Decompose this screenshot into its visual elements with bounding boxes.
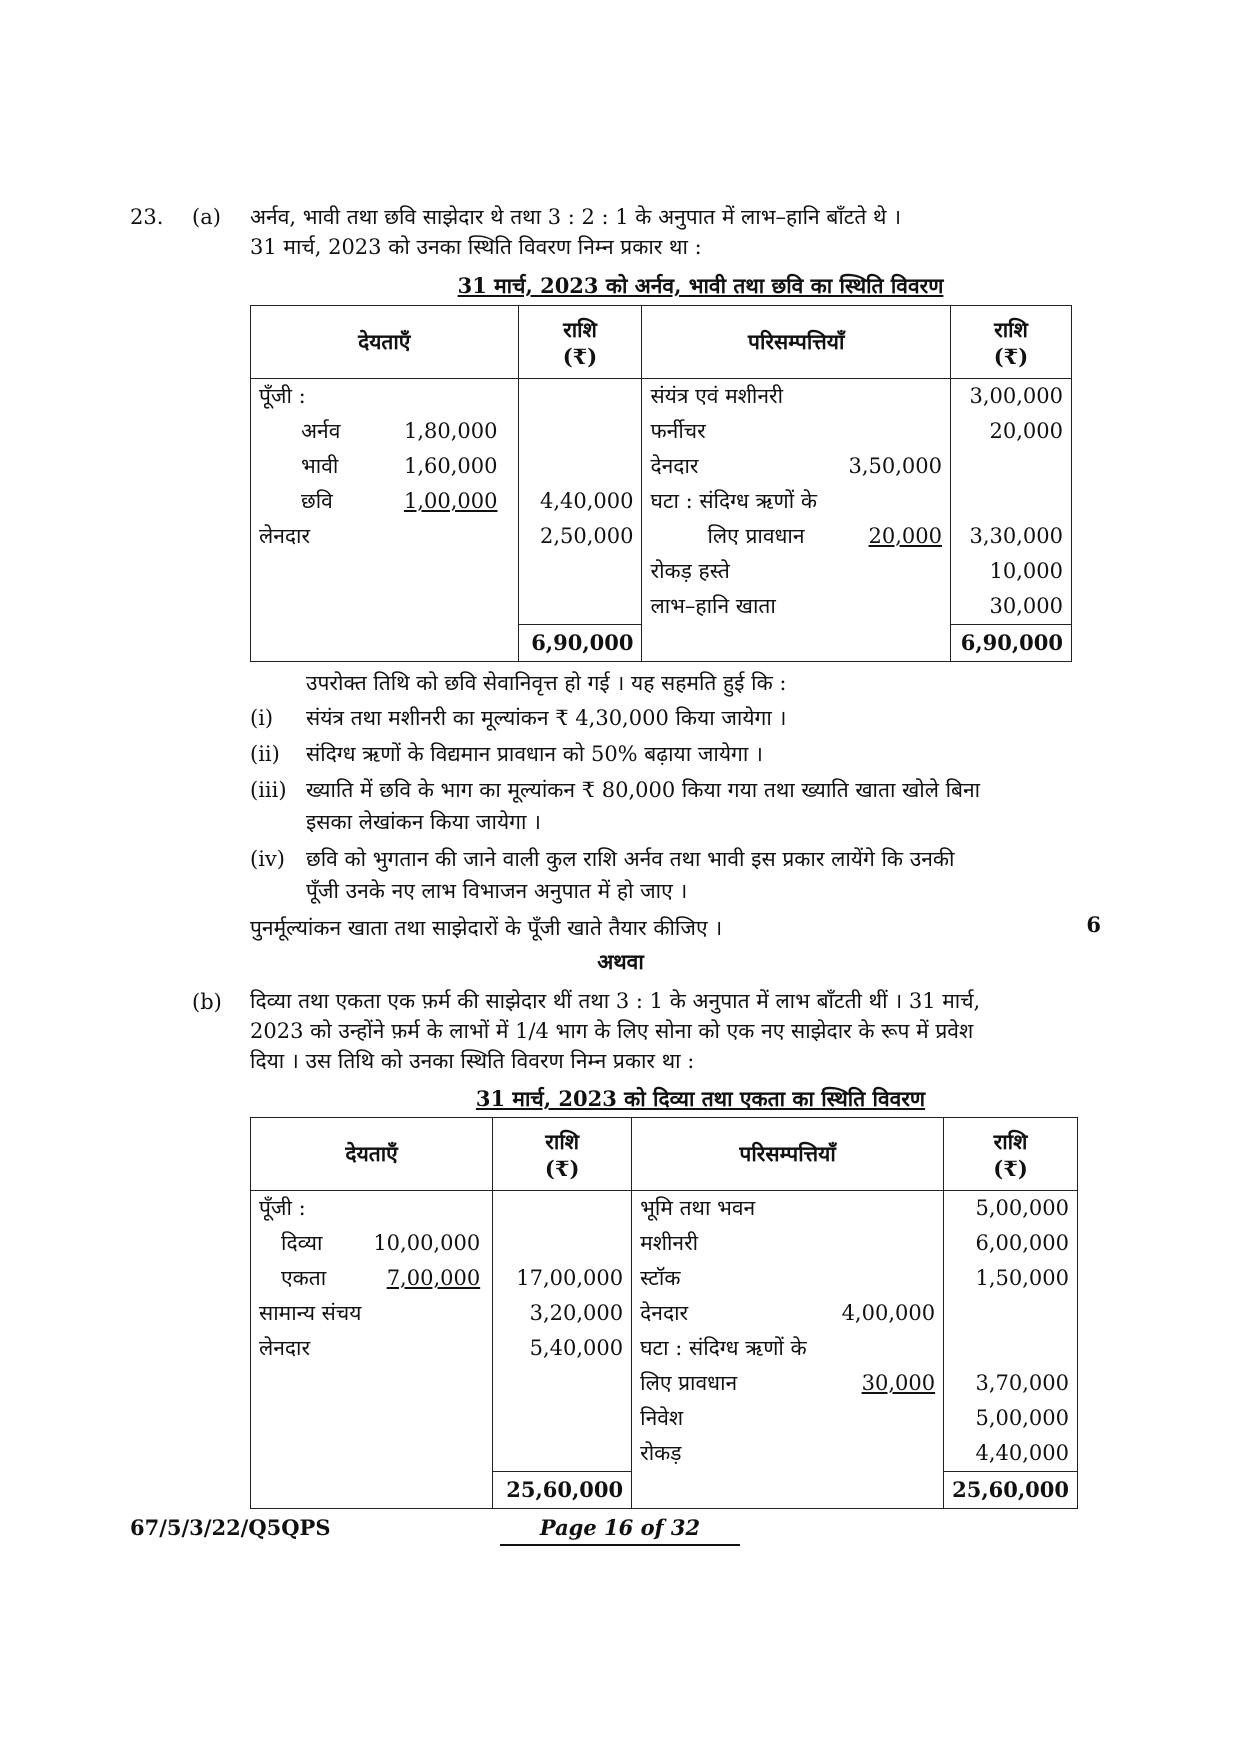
partner-capital: 7,00,000 [386, 1266, 481, 1290]
total-left: 25,60,000 [493, 1472, 632, 1509]
prepare-line: पुनर्मूल्यांकन खाता तथा साझेदारों के पूँजी खाते तैयार कीजिए । [250, 916, 723, 940]
header-amount-right [950, 306, 1071, 379]
asset-amount: 5,00,000 [975, 1196, 1069, 1220]
asset-item: भूमि तथा भवन [640, 1196, 756, 1220]
creditors-label: लेनदार [259, 524, 311, 548]
part-a-intro-line1: अर्नव, भावी तथा छवि साझेदार थे तथा 3 : 2 : 1 के अनुपात में लाभ–हानि बाँटते थे । [250, 205, 902, 229]
item-label: (ii) [250, 742, 280, 766]
header-liabilities: देयताएँ [251, 1118, 493, 1191]
amount-label: राशि [563, 316, 597, 342]
capital-label: पूँजी : [259, 1196, 306, 1220]
partner-name: भावी [301, 454, 339, 478]
header-amount-right [944, 1118, 1078, 1191]
asset-item: संयंत्र एवं मशीनरी [650, 384, 784, 408]
amount-unit: (₹) [544, 1155, 580, 1181]
asset-item: मशीनरी [640, 1231, 699, 1255]
item-text: संयंत्र तथा मशीनरी का मूल्यांकन ₹ 4,30,000 किया जायेगा । [306, 706, 787, 730]
amount-unit: (₹) [562, 343, 598, 369]
total-right: 25,60,000 [944, 1472, 1078, 1509]
asset-amount: 10,000 [989, 559, 1063, 583]
partner-name: अर्नव [301, 419, 341, 443]
amount-label: राशि [545, 1128, 580, 1154]
balance-sheet-b [250, 1117, 1078, 1509]
reserve-label: सामान्य संचय [259, 1301, 362, 1325]
part-a-intro-line2: 31 मार्च, 2023 को उनका स्थिति विवरण निम्न प्रकार था : [250, 235, 702, 259]
partner-name: एकता [281, 1266, 327, 1290]
retire-line: उपरोक्त तिथि को छवि सेवानिवृत्त हो गई । यह सहमति हुई कि : [306, 671, 787, 695]
asset-amount: 20,000 [989, 419, 1063, 443]
total-right: 6,90,000 [950, 625, 1071, 662]
balance-sheet-a [250, 305, 1072, 662]
paper-code: 67/5/3/22/Q5QPS [130, 1515, 331, 1540]
asset-item: रोकड़ [640, 1441, 682, 1465]
header-assets: परिसम्पत्तियाँ [642, 306, 951, 379]
header-amount-left [493, 1118, 632, 1191]
part-b-intro-line3: दिया । उस तिथि को उनका स्थिति विवरण निम्न प्रकार था : [250, 1049, 695, 1073]
capital-label: पूँजी : [259, 384, 306, 408]
creditors-amount: 2,50,000 [539, 524, 634, 548]
part-a-intro [250, 202, 1110, 262]
asset-item: रोकड़ हस्ते [650, 559, 730, 583]
asset-item: फर्नीचर [650, 419, 706, 443]
asset-amount: 5,00,000 [975, 1406, 1069, 1430]
header-liabilities: देयताएँ [251, 306, 519, 379]
table-b-title: 31 मार्च, 2023 को दिव्या तथा एकता का स्थिति विवरण [475, 1086, 926, 1111]
item-text-cont: इसका लेखांकन किया जायेगा । [306, 810, 542, 834]
asset-item: निवेश [640, 1406, 684, 1430]
creditors-amount: 5,40,000 [529, 1336, 624, 1360]
partner-capital: 10,00,000 [373, 1231, 481, 1255]
question-number: 23. [130, 205, 164, 229]
partner-capital: 1,80,000 [403, 419, 498, 443]
asset-item: देनदार [640, 1301, 689, 1325]
or-separator: अथवा [597, 949, 644, 974]
asset-item: लिए प्रावधान [640, 1371, 738, 1395]
asset-amount: 30,000 [989, 594, 1063, 618]
debtors-amount: 3,50,000 [848, 454, 942, 478]
partner-capital: 1,60,000 [403, 454, 498, 478]
part-b-intro-line1: दिव्या तथा एकता एक फ़र्म की साझेदार थीं तथा 3 : 1 के अनुपात में लाभ बाँटती थीं । 31 मार्च, [250, 989, 981, 1013]
marks: 6 [1086, 912, 1101, 937]
asset-amount: 4,40,000 [975, 1441, 1069, 1465]
amount-label: राशि [994, 316, 1028, 342]
provision-amount: 20,000 [868, 524, 942, 548]
part-a-label: (a) [192, 205, 221, 229]
asset-item: लाभ–हानि खाता [650, 594, 776, 618]
asset-amount: 3,70,000 [975, 1371, 1069, 1395]
debtors-amount: 4,00,000 [841, 1301, 936, 1325]
part-b-label: (b) [192, 990, 222, 1014]
part-b-intro [250, 986, 1130, 1076]
header-assets: परिसम्पत्तियाँ [632, 1118, 944, 1191]
item-label: (iii) [250, 778, 287, 802]
amount-label: राशि [993, 1128, 1028, 1154]
item-label: (i) [250, 706, 274, 730]
creditors-label: लेनदार [259, 1336, 311, 1360]
item-text: ख्याति में छवि के भाग का मूल्यांकन ₹ 80,000 किया गया तथा ख्याति खाता खोले बिना [306, 778, 981, 802]
asset-item: लिए प्रावधान [707, 524, 805, 548]
part-b-intro-line2: 2023 को उन्होंने फ़र्म के लाभों में 1/4 भाग के लिए सोना को एक नए साझेदार के रूप में प्रवेश [250, 1019, 974, 1043]
table-a-title: 31 मार्च, 2023 को अर्नव, भावी तथा छवि का स्थिति विवरण [457, 273, 944, 298]
header-amount-left [518, 306, 642, 379]
asset-amount: 3,00,000 [969, 384, 1063, 408]
amount-unit: (₹) [993, 1155, 1028, 1181]
item-text: संदिग्ध ऋणों के विद्यमान प्रावधान को 50% बढ़ाया जायेगा । [306, 742, 763, 766]
page-number: Page 16 of 32 [500, 1515, 740, 1546]
item-label: (iv) [250, 847, 285, 871]
asset-item: देनदार [650, 454, 699, 478]
provision-amount: 30,000 [861, 1371, 936, 1395]
partner-name: छवि [301, 489, 333, 513]
item-text: छवि को भुगतान की जाने वाली कुल राशि अर्नव तथा भावी इस प्रकार लायेंगे कि उनकी [306, 847, 955, 871]
partner-capital: 1,00,000 [403, 489, 498, 513]
partner-name: दिव्या [281, 1231, 323, 1255]
asset-amount: 3,30,000 [969, 524, 1063, 548]
asset-item: घटा : संदिग्ध ऋणों के [650, 489, 817, 513]
capital-total: 4,40,000 [539, 489, 634, 513]
capital-total: 17,00,000 [516, 1266, 624, 1290]
asset-amount: 1,50,000 [975, 1266, 1069, 1290]
asset-item: घटा : संदिग्ध ऋणों के [640, 1336, 807, 1360]
asset-item: स्टॉक [640, 1266, 681, 1290]
total-left: 6,90,000 [518, 625, 642, 662]
amount-unit: (₹) [993, 343, 1029, 369]
asset-amount: 6,00,000 [975, 1231, 1069, 1255]
reserve-amount: 3,20,000 [529, 1301, 624, 1325]
item-text-cont: पूँजी उनके नए लाभ विभाजन अनुपात में हो जाए । [306, 879, 688, 903]
